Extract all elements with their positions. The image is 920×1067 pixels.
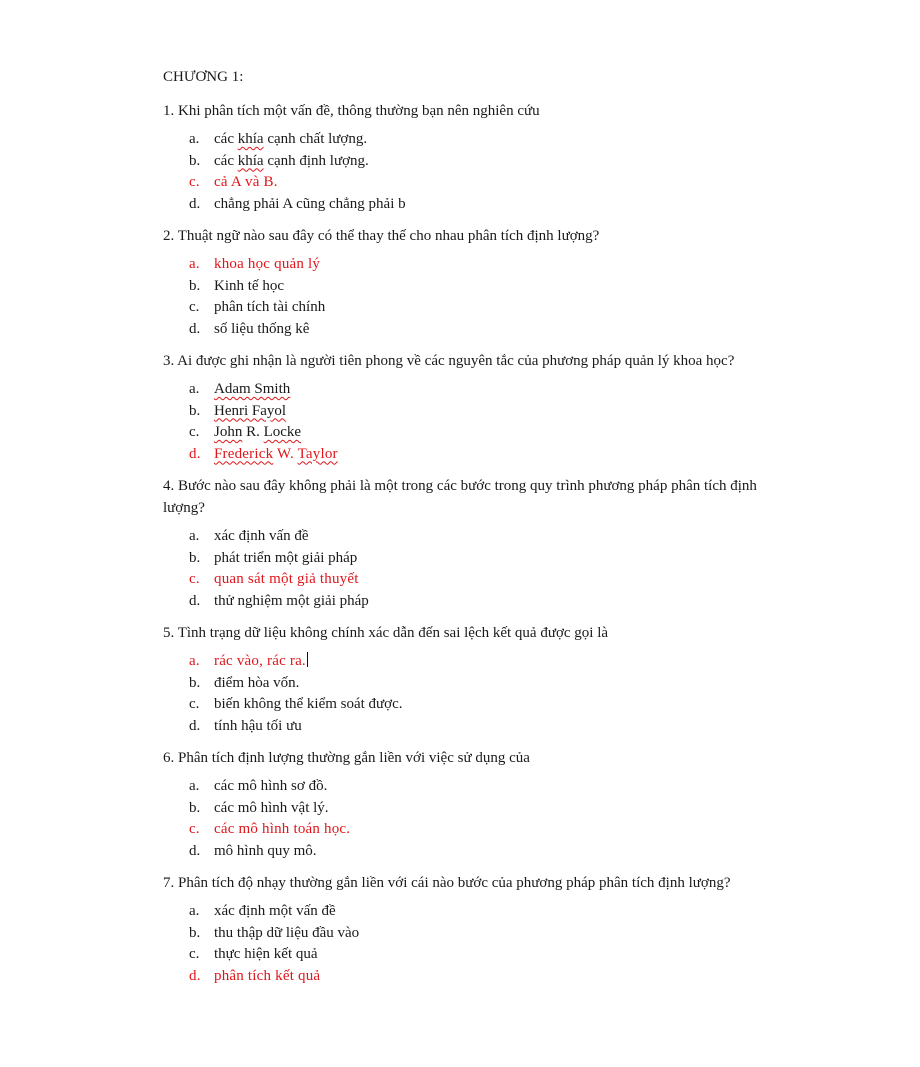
answer-option-b	[163, 673, 780, 695]
answer-options	[163, 776, 780, 862]
option-letter: b.	[189, 152, 201, 169]
option-text: biến không thể kiểm soát được.	[214, 696, 403, 712]
answer-option-d	[163, 716, 780, 738]
option-text: xác định một vấn đề	[214, 903, 336, 919]
answer-option-c	[163, 944, 780, 966]
option-text: xác định vấn đề	[214, 528, 309, 544]
question-7	[163, 872, 780, 987]
answer-option-d	[163, 194, 780, 216]
question-text: 2. Thuật ngữ nào sau đây có thể thay thế cho nhau phân tích định lượng?	[163, 228, 600, 244]
spellcheck-word[interactable]: Frederick	[214, 445, 274, 462]
option-text: thực hiện kết quả	[214, 946, 318, 962]
spellcheck-word[interactable]: Taylor	[297, 445, 338, 462]
question-1	[163, 100, 780, 215]
answer-option-d-correct	[163, 966, 780, 988]
answer-option-d	[163, 591, 780, 613]
question-5	[163, 622, 780, 737]
answer-option-a-correct	[163, 651, 780, 673]
option-letter: c.	[189, 174, 200, 190]
question-text: 4. Bước nào sau đây không phải là một trong các bước trong quy trình phương pháp phân tích định lượng?	[163, 478, 757, 516]
answer-options	[163, 526, 780, 612]
answer-option-b	[163, 401, 780, 423]
spellcheck-word[interactable]: khía	[237, 152, 264, 169]
option-text: các mô hình toán học.	[214, 821, 351, 837]
answer-option-a	[163, 776, 780, 798]
answer-option-b	[163, 276, 780, 298]
option-text: các mô hình vật lý.	[214, 799, 329, 816]
option-text[interactable]: rác vào, rác ra.	[214, 653, 306, 669]
option-letter: b.	[189, 799, 201, 816]
answer-options	[163, 129, 780, 215]
question-text: 3. Ai được ghi nhận là người tiên phong về các nguyên tắc của phương pháp quản lý khoa học?	[163, 353, 735, 369]
answer-options	[163, 651, 780, 737]
option-letter: b.	[189, 674, 201, 691]
option-letter: d.	[189, 717, 201, 734]
answer-option-d-correct	[163, 444, 780, 466]
option-text: phát triển một giải pháp	[214, 549, 358, 566]
answer-options	[163, 254, 780, 340]
question-6	[163, 747, 780, 862]
answer-option-c	[163, 694, 780, 716]
option-letter: a.	[189, 653, 200, 669]
question-4	[163, 475, 780, 612]
option-text: thu thập dữ liệu đầu vào	[214, 924, 360, 941]
option-letter: c.	[189, 424, 200, 440]
option-letter: d.	[189, 592, 201, 609]
option-text: phân tích tài chính	[214, 299, 326, 315]
spellcheck-word[interactable]: Locke	[263, 424, 302, 440]
question-text: 1. Khi phân tích một vấn đề, thông thường bạn nên nghiên cứu	[163, 103, 540, 119]
option-text: các mô hình sơ đồ.	[214, 778, 328, 794]
option-text: số liệu thống kê	[214, 320, 310, 337]
option-letter: a.	[189, 256, 200, 272]
option-letter: d.	[189, 842, 201, 859]
question-2	[163, 225, 780, 340]
option-letter: c.	[189, 821, 200, 837]
answer-option-c-correct	[163, 819, 780, 841]
answer-option-a	[163, 129, 780, 151]
option-letter: d.	[189, 195, 201, 212]
option-letter: a.	[189, 381, 200, 397]
answer-option-b	[163, 151, 780, 173]
answer-option-d	[163, 319, 780, 341]
answer-option-a-correct	[163, 254, 780, 276]
option-text: thử nghiệm một giải pháp	[214, 592, 369, 609]
option-letter: a.	[189, 778, 200, 794]
option-letter: d.	[189, 445, 201, 462]
option-text: Frederick W. Taylor	[214, 445, 338, 462]
answer-option-c-correct	[163, 172, 780, 194]
option-letter: a.	[189, 131, 200, 147]
option-letter: b.	[189, 402, 201, 419]
answer-option-b	[163, 923, 780, 945]
answer-option-d	[163, 841, 780, 863]
option-letter: c.	[189, 946, 200, 962]
option-text: các khía cạnh định lượng.	[214, 152, 369, 169]
option-text[interactable]: Henri Fayol	[214, 402, 287, 419]
option-letter: b.	[189, 549, 201, 566]
answer-option-c	[163, 297, 780, 319]
option-text: khoa học quản lý	[214, 256, 321, 272]
option-text: mô hình quy mô.	[214, 842, 317, 859]
option-letter: b.	[189, 277, 201, 294]
option-letter: a.	[189, 528, 200, 544]
answer-options	[163, 901, 780, 987]
answer-option-b	[163, 548, 780, 570]
answer-options	[163, 379, 780, 465]
answer-option-a	[163, 901, 780, 923]
spellcheck-word[interactable]: khía	[237, 131, 264, 147]
option-letter: b.	[189, 924, 201, 941]
option-text: Kinh tế học	[214, 277, 284, 294]
question-text: 7. Phân tích độ nhạy thường gắn liền với cái nào bước của phương pháp phân tích định lượng?	[163, 875, 731, 891]
text-cursor	[307, 652, 308, 667]
option-text[interactable]: Adam Smith	[214, 381, 291, 397]
option-text: điểm hòa vốn.	[214, 674, 300, 691]
answer-option-a	[163, 526, 780, 548]
chapter-heading: CHƯƠNG 1:	[163, 69, 244, 85]
question-text: 6. Phân tích định lượng thường gắn liền với việc sử dụng của	[163, 750, 530, 766]
option-text: cả A và B.	[214, 174, 278, 190]
answer-option-c-correct	[163, 569, 780, 591]
option-text: tính hậu tối ưu	[214, 717, 302, 734]
option-text: John R. Locke	[214, 424, 302, 440]
question-3	[163, 350, 780, 465]
option-letter: c.	[189, 696, 200, 712]
option-letter: c.	[189, 571, 200, 587]
option-letter: d.	[189, 967, 201, 984]
option-text: các khía cạnh chất lượng.	[214, 131, 368, 147]
option-text: quan sát một giả thuyết	[214, 571, 359, 587]
option-text: phân tích kết quả	[214, 967, 321, 984]
question-text: 5. Tình trạng dữ liệu không chính xác dẫn đến sai lệch kết quả được gọi là	[163, 625, 609, 641]
option-letter: c.	[189, 299, 200, 315]
answer-option-a	[163, 379, 780, 401]
option-letter: d.	[189, 320, 201, 337]
answer-option-b	[163, 798, 780, 820]
option-letter: a.	[189, 903, 200, 919]
spellcheck-word[interactable]: John	[214, 424, 243, 440]
option-text: chẳng phải A cũng chẳng phải b	[214, 195, 406, 212]
answer-option-c	[163, 422, 780, 444]
